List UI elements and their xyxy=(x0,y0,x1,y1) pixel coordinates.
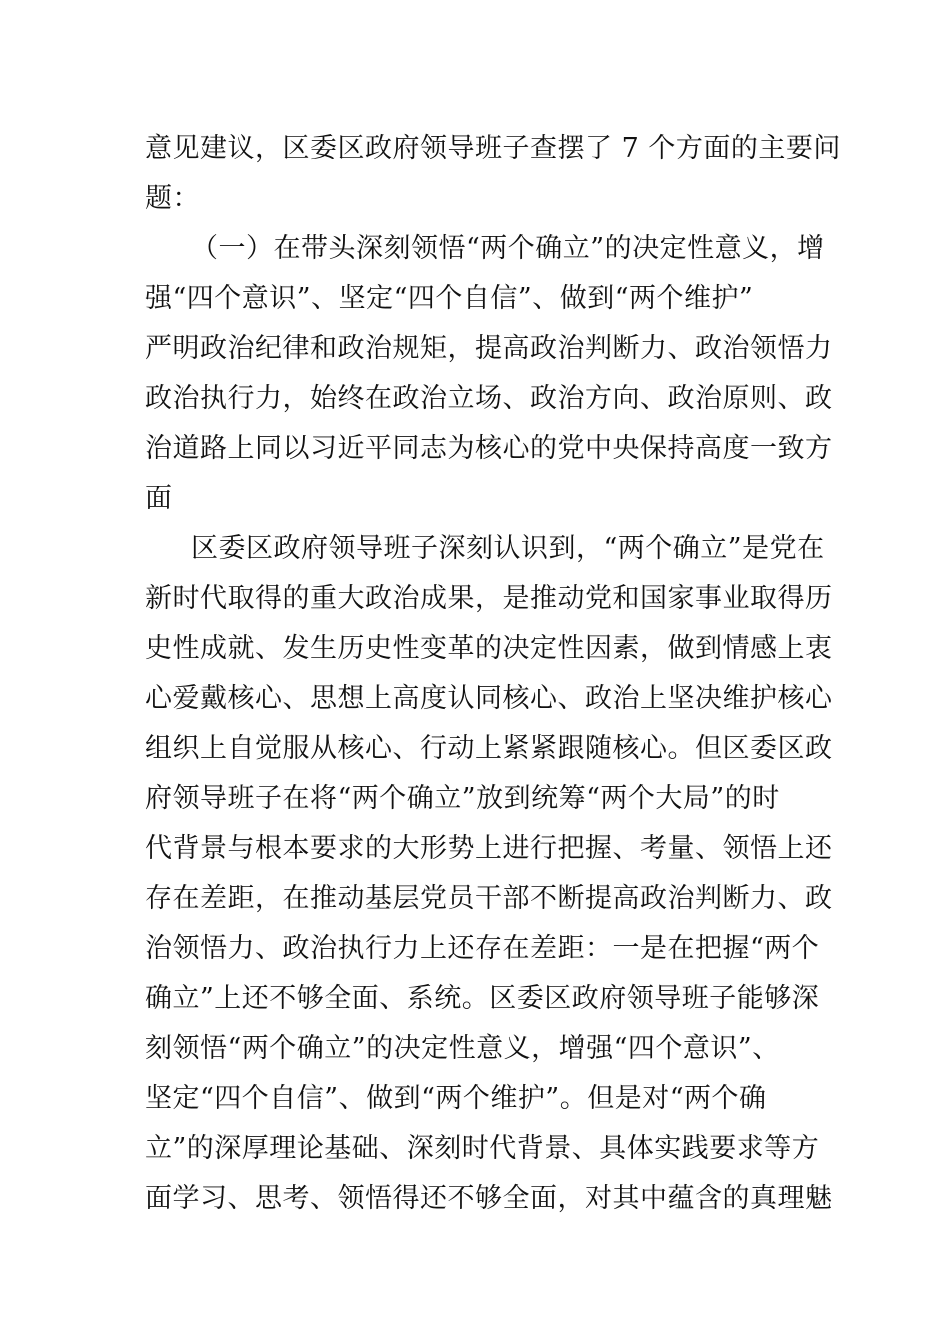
text-line: 组织上自觉服从核心、行动上紧紧跟随核心。但区委区政 xyxy=(145,733,833,764)
text-line: 立”的深厚理论基础、深刻时代背景、具体实践要求等方 xyxy=(145,1133,820,1164)
text-line: 府领导班子在将“两个确立”放到统筹“两个大局”的时 xyxy=(145,783,780,814)
text-line: 区委区政府领导班子深刻认识到，“两个确立”是党在 xyxy=(191,533,825,564)
text-line: 强“四个意识”、坚定“四个自信”、做到“两个维护” xyxy=(145,283,754,314)
text-line: 治道路上同以习近平同志为核心的党中央保持高度一致方 xyxy=(145,433,833,464)
text-line: 新时代取得的重大政治成果，是推动党和国家事业取得历 xyxy=(145,583,833,614)
text-line: 存在差距，在推动基层党员干部不断提高政治判断力、政 xyxy=(145,883,833,914)
text-line: 意见建议，区委区政府领导班子查摆了 7 个方面的主要问 xyxy=(145,133,841,164)
text-line: 面学习、思考、领悟得还不够全面，对其中蕴含的真理魅 xyxy=(145,1183,833,1214)
text-line: 确立”上还不够全面、系统。区委区政府领导班子能够深 xyxy=(145,983,820,1014)
text-line: （一）在带头深刻领悟“两个确立”的决定性意义，增 xyxy=(191,233,825,264)
text-line: 治领悟力、政治执行力上还存在差距：一是在把握“两个 xyxy=(145,933,820,964)
text-line: 题： xyxy=(145,183,200,214)
text-line: 刻领悟“两个确立”的决定性意义，增强“四个意识”、 xyxy=(145,1033,780,1064)
text-line: 坚定“四个自信”、做到“两个维护”。但是对“两个确 xyxy=(145,1083,767,1114)
text-line: 心爱戴核心、思想上高度认同核心、政治上坚决维护核心 xyxy=(145,683,833,714)
text-line: 代背景与根本要求的大形势上进行把握、考量、领悟上还 xyxy=(145,833,833,864)
text-line: 政治执行力，始终在政治立场、政治方向、政治原则、政 xyxy=(145,383,833,414)
text-line: 史性成就、发生历史性变革的决定性因素，做到情感上衷 xyxy=(145,633,833,664)
text-line: 面 xyxy=(145,483,173,514)
text-line: 严明政治纪律和政治规矩，提高政治判断力、政治领悟力 xyxy=(145,333,833,364)
